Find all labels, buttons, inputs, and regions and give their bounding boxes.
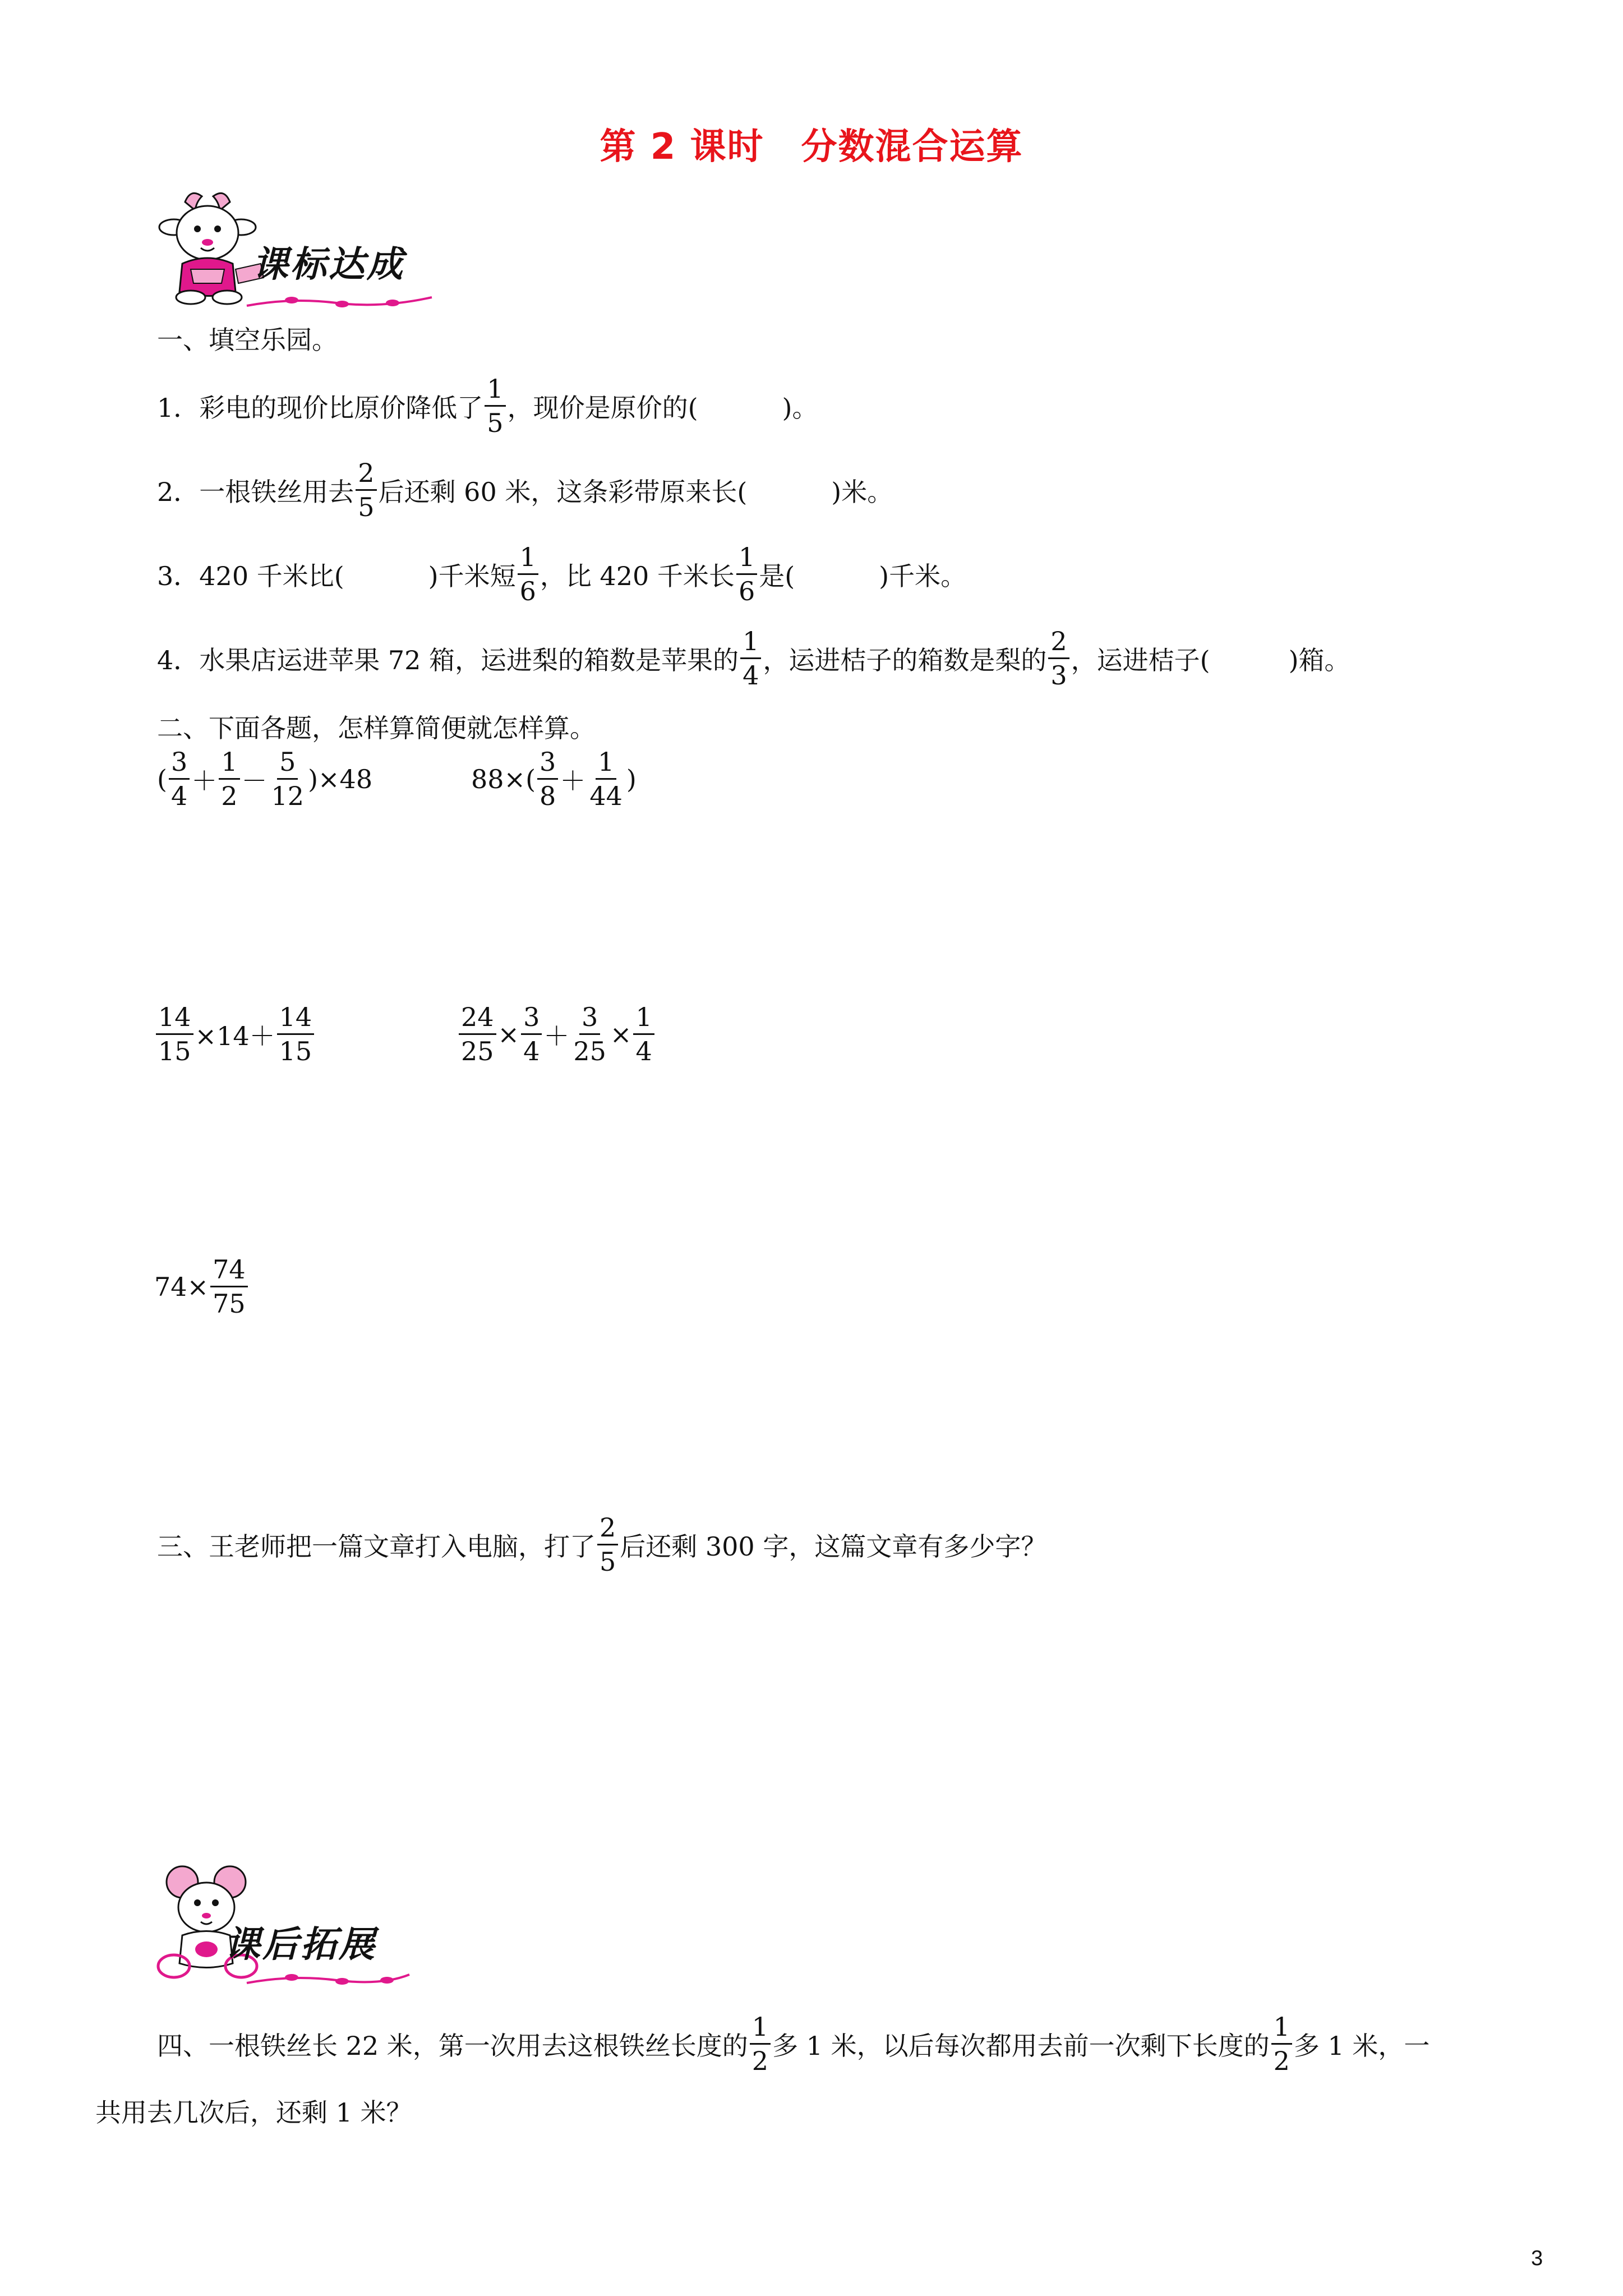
- expression-3: $\frac{14}{15}$ ×14＋ $\frac{14}{15}$: [154, 1004, 316, 1064]
- question-3: [157, 544, 966, 604]
- question-number: 3．: [157, 560, 200, 591]
- expression-2: 88×( $\frac{3}{8}$ ＋ $\frac{1}{44}$ ): [471, 747, 637, 811]
- question-text: 四、一根铁丝长 22 米，第一次用去这根铁丝长度的: [157, 2030, 748, 2061]
- question-1: [157, 376, 818, 436]
- question-text: 水果店运进苹果 72 箱，运进梨的箱数是苹果的: [199, 645, 739, 675]
- expression-5: 74× $\frac{74}{75}$: [154, 1257, 250, 1317]
- question-text: 三、王老师把一篇文章打入电脑，打了: [157, 1531, 596, 1562]
- fraction: $\frac{14}{15}$: [277, 1004, 315, 1064]
- fraction: $\frac{5}{12}$: [271, 747, 305, 811]
- section2-heading: 二、下面各题，怎样算简便就怎样算。: [157, 713, 596, 743]
- question-text: ，现价是原价的(: [507, 392, 698, 423]
- question-text: 420 千米比(: [199, 560, 344, 591]
- question-text: )千米短: [428, 560, 516, 591]
- question-number: 1．: [157, 392, 200, 423]
- fraction: $\frac{1}{2}$: [750, 2014, 771, 2074]
- fraction: $\frac{1}{6}$: [518, 544, 538, 604]
- question-text: )。: [782, 392, 818, 423]
- fraction: $\frac{1}{4}$: [740, 628, 761, 688]
- question-4: [157, 626, 1350, 691]
- fraction: $\frac{1}{2}$: [219, 749, 239, 809]
- banner-standards: [151, 185, 443, 314]
- fraction: $\frac{14}{15}$: [156, 1004, 193, 1064]
- section1-heading: 一、填空乐园。: [157, 325, 338, 355]
- fraction: $\frac{1}{44}$: [589, 747, 623, 811]
- question-text: 后还剩 300 字，这篇文章有多少字？: [620, 1531, 1047, 1562]
- question-text: )米。: [831, 476, 893, 507]
- fraction: $\frac{3}{25}$: [573, 1002, 606, 1066]
- question-3-word-problem: [157, 1512, 1047, 1577]
- question-number: 4．: [157, 645, 200, 675]
- question-text: )箱。: [1288, 645, 1350, 675]
- fraction: $\frac{1}{4}$: [633, 1004, 654, 1064]
- question-text: 是(: [759, 560, 795, 591]
- banner-extension: [151, 1862, 443, 1991]
- question-number: 2．: [157, 476, 200, 507]
- question-4-line2: 共用去几次后，还剩 1 米？: [95, 2097, 412, 2128]
- question-text: )千米。: [879, 560, 967, 591]
- question-4-word-problem: [157, 2014, 1430, 2074]
- page-title: 第 2 课时 分数混合运算: [600, 126, 1023, 168]
- question-text: ，运进桔子(: [1071, 645, 1210, 675]
- question-text: 多 1 米，一: [1293, 2030, 1430, 2061]
- fraction: $\frac{3}{4}$: [169, 749, 190, 809]
- fraction: $\frac{74}{75}$: [210, 1257, 248, 1317]
- question-2: [157, 460, 893, 520]
- expression-4: $\frac{24}{25}$ × $\frac{3}{4}$ ＋ $\frac{3}{25}$ × $\frac{1}{4}$: [457, 1004, 656, 1064]
- question-text: ，运进桔子的箱数是梨的: [763, 645, 1047, 675]
- question-text: ，比 420 千米长: [540, 560, 735, 591]
- page-number: 3: [1531, 2247, 1543, 2270]
- question-text: 多 1 米，以后每次都用去前一次剩下长度的: [772, 2030, 1270, 2061]
- fraction: $\frac{2}{3}$: [1048, 628, 1069, 688]
- expression-1: ( $\frac{3}{4}$ ＋ $\frac{1}{2}$ － $\frac{5}{12}$ )×48: [157, 747, 373, 811]
- banner-extension-label: 课后拓展: [224, 1924, 377, 1966]
- fraction: $\frac{3}{8}$: [537, 749, 558, 809]
- fraction: $\frac{3}{4}$: [521, 1004, 542, 1064]
- fraction: $\frac{2}{5}$: [597, 1515, 618, 1575]
- fraction: $\frac{24}{25}$: [459, 1004, 496, 1064]
- fraction: $\frac{1}{2}$: [1271, 2014, 1292, 2074]
- fraction: $\frac{2}{5}$: [356, 460, 376, 520]
- fraction: $\frac{1}{6}$: [736, 544, 757, 604]
- fraction: $\frac{1}{5}$: [485, 376, 505, 436]
- banner-standards-label: 课标达成: [252, 244, 405, 286]
- question-text: 一根铁丝用去: [199, 476, 354, 507]
- question-text: 彩电的现价比原价降低了: [199, 392, 483, 423]
- question-text: 后还剩 60 米，这条彩带原来长(: [378, 476, 748, 507]
